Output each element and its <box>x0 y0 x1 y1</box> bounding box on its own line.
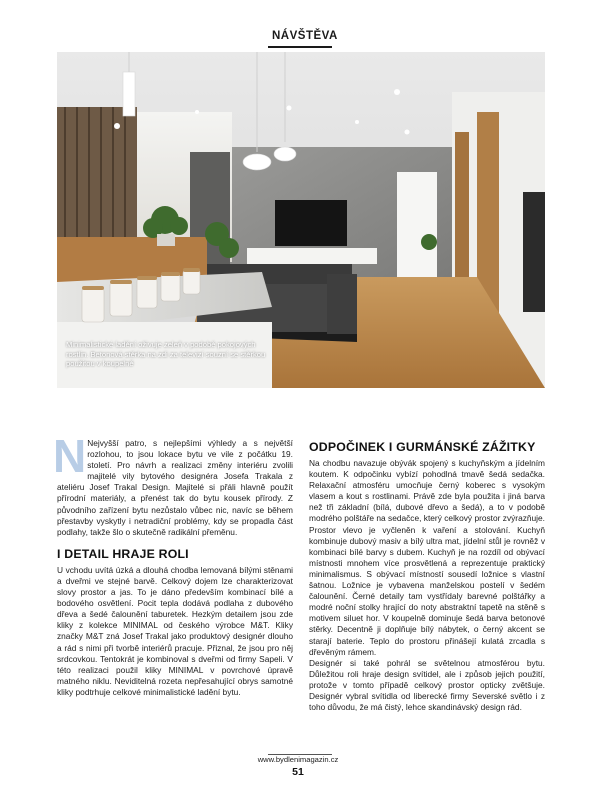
body-paragraph-2: Na chodbu navazuje obývák spojený s kuchyňským a jídelním koutem. K odpočinku vybízí pohodlná tmavě šedá sedačka. Relaxační atmosféru umocňuje černý koberec s vysokým vlasem a kout s rostlinami. Právě zde byla použita i jiná barva než tři základní (bílá, dubové dřevo a šedá), a to v podobě modrého polštáře na sedačce, který celkový prostor zvýrazňuje. Prostor vlevo je vyčleněn k vaření a stolování. Kuchyň kombinuje dubový masiv a bílý ultra mat, jídelní stůl je rovněž v kombinaci bílé barvy s dubem. Kuchyň je na rozdíl od obývací místnosti mnohem více prosvětlená a reprezentuje praktický minimalismus. S obývací místností sousedí ložnice s vlastní šatnou. Ložnice je vybavena manželskou postelí v šedém čalounění. Černé detaily tam vystřídaly barevné polštářky a modré noční stolky hrající do noty abstraktní tapetě na stěně s motivem siluet hor. V koupelně dominuje šedá barva betonové stěrky. Decentně ji doplňuje bílý nábytek, o černý akcent se starají baterie. Teplo do prostoru přinášejí kulatá zrcadla s dřevěným rámem. <box>309 458 545 657</box>
interior-photo <box>57 52 545 388</box>
article-right-column <box>309 438 545 713</box>
intro-text: Nejvyšší patro, s nejlepšími výhledy a s největší rozlohou, to jsou lokace bytu ve vile z počátku 19. století. Pro návrh a realizaci změny interiéru zvolili majitelé vily bytového designéra Josefa Trakala z ateliéru Josef Trakal Design. Majitelé si přáli hlavně použít přírodní materiály, a přenést tak do bytu kousek přírody. Z původního zařízení bytu nezůstalo vůbec nic, navíc se během přestavby vyskytly i netradiční problémy, kdy se propadla část podlahy, takže šlo o skutečně radikální přeměnu. <box>57 438 293 537</box>
footer-url: www.bydlenimagazin.cz <box>257 755 339 764</box>
photo-caption: Minimalistické ladění oživuje zeleň v podobě pokojových rostlin. Betonová stěrka na zdi za televizí souzní se stěrkou použitou v koupelně <box>66 340 266 369</box>
section-underline <box>268 46 332 48</box>
subheading-detail: I DETAIL HRAJE ROLI <box>57 546 189 561</box>
body-paragraph-3: Designér si také pohrál se světelnou atmosférou bytu. Důležitou roli hraje design svítidel, ale i způsob jejich použití, protože v tomto případě celkový prostor opticky zvětšuje. Designér vybral svítidla od liberecké firmy Severské světlo i z toho důvodu, že má čistý, lehce skandinávský design rád. <box>309 657 545 713</box>
page-number: 51 <box>292 766 304 778</box>
subheading-relax: ODPOČINEK I GURMÁNSKÉ ZÁŽITKY <box>309 440 536 454</box>
dropcap: N <box>53 430 87 482</box>
intro-paragraph <box>53 430 293 538</box>
body-paragraph-1: U vchodu uvítá úzká a dlouhá chodba lemovaná bílými stěnami a dveřmi ve stejné barvě. Celkový dojem lze charakterizovat slovy prostor a jas. To je dáno především kombinací bílé a bodového osvětlení. Pocit tepla dodává podlaha z dubového dřeva a šedé čalounění taburetek. Hezkým detailem jsou zde kliky z kolekce MINIMAL od českého výrobce M&T. Kliky značky M&T zná Josef Trakal jako produktový designér dlouho a rád s nimi při tvorbě interiérů pracuje. Přiznal, že jsou pro něj srdcovkou. Tentokrát je kombinoval s dveřmi od firmy Sapeli. V této realizaci použil kliky MINIMAL v povrchové úpravě matného niklu. Neviditelná rozeta nepřesahující obrys samotné kliky podtrhuje celkové minimalistické ladění bytu. <box>57 564 293 697</box>
article-left-column <box>53 430 293 698</box>
section-label: NÁVŠTĚVA <box>272 30 338 42</box>
